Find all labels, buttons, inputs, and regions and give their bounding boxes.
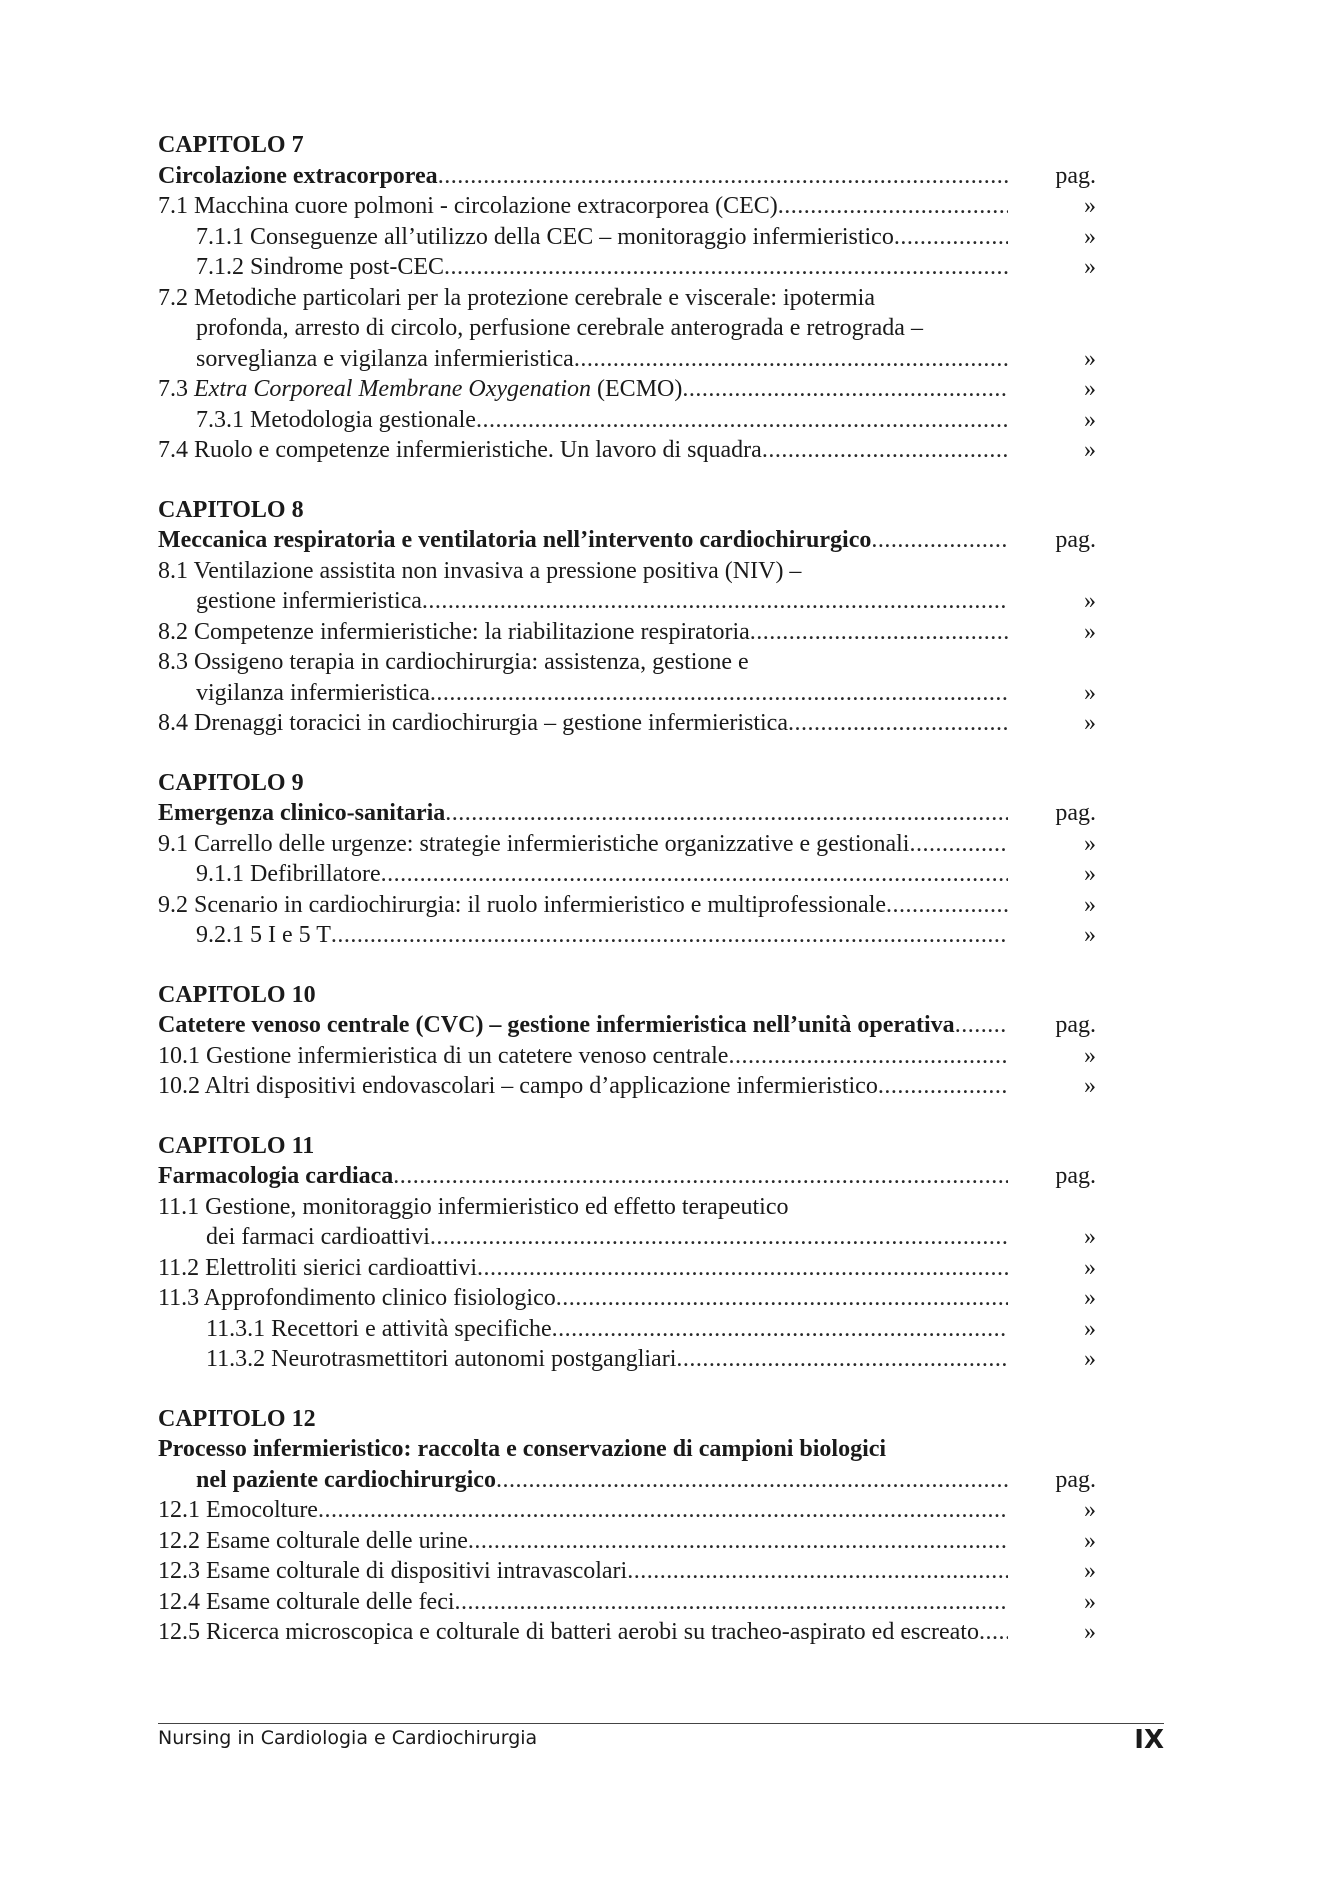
dot-leader (750, 617, 1008, 648)
page-ref: » (1084, 1254, 1096, 1281)
toc-entry[interactable] (158, 1071, 1106, 1102)
dot-leader (476, 405, 1008, 436)
toc-entry-text: 8.3 Ossigeno terapia in cardiochirurgia: assistenza, gestione e (158, 649, 749, 675)
chapter-heading: CAPITOLO 9 (158, 769, 304, 796)
toc-entry[interactable] (158, 678, 1106, 709)
chapter-title[interactable] (158, 1434, 1106, 1465)
toc-entry-text: profonda, arresto di circolo, perfusione cerebrale anterograda e retrograda – (196, 315, 923, 341)
page-ref: » (1084, 376, 1096, 402)
chapter-heading: CAPITOLO 12 (158, 1405, 316, 1432)
toc-entry-text: gestione infermieristica (196, 588, 422, 614)
page-ref: pag. (1055, 162, 1096, 189)
toc-entry[interactable] (158, 1344, 1106, 1375)
toc-entry-text: 7.3.1 Metodologia gestionale (196, 406, 476, 433)
chapter-title-text: Emergenza clinico-sanitaria (158, 800, 446, 826)
dot-leader (430, 678, 1008, 709)
toc-entry-text: 8.4 Drenaggi toracici in cardiochirurgia – gestione infermieristica (158, 710, 788, 736)
toc-entry[interactable] (158, 617, 1106, 648)
page-ref: » (1084, 254, 1096, 280)
dot-leader (871, 525, 1008, 556)
toc-entry-text: 7.4 Ruolo e competenze infermieristiche. Un lavoro di squadra (158, 437, 762, 463)
toc-entry-text: 8.2 Competenze infermieristiche: la riabilitazione respiratoria (158, 618, 750, 645)
chapter-title-text: Catetere venoso centrale (CVC) – gestione infermieristica nell’unità operativa (158, 1012, 955, 1038)
footer-page-number: IX (1134, 1725, 1164, 1755)
dot-leader (318, 1495, 1008, 1526)
toc-entry[interactable] (158, 1283, 1106, 1314)
page-ref: » (1084, 830, 1096, 857)
chapter-title[interactable] (158, 1465, 1106, 1496)
page-ref: pag. (1055, 800, 1096, 826)
toc-entry[interactable] (158, 890, 1106, 921)
toc-entry-text: 9.2.1 5 I e 5 T (196, 922, 331, 948)
toc-entry[interactable] (158, 1587, 1106, 1618)
dot-leader (979, 1617, 1008, 1648)
chapter-title-text: Meccanica respiratoria e ventilatoria nell’intervento cardiochirurgico (158, 527, 872, 553)
page-ref: pag. (1055, 1163, 1096, 1189)
toc-entry-text-part: 7.3 (158, 376, 194, 402)
toc-entry-text: 10.2 Altri dispositivi endovascolari – campo d’applicazione infermieristico (158, 1073, 878, 1099)
page-ref: » (1084, 618, 1096, 645)
toc-entry-text (158, 374, 682, 405)
toc-entry-text: 12.3 Esame colturale di dispositivi intravascolari (158, 1558, 628, 1584)
chapter-heading: CAPITOLO 7 (158, 132, 304, 158)
dot-leader (955, 1010, 1008, 1041)
chapter-title[interactable] (158, 1010, 1106, 1041)
toc-entry[interactable] (158, 435, 1106, 466)
dot-leader (552, 1314, 1008, 1345)
toc-entry-text: 12.2 Esame colturale delle urine (158, 1527, 468, 1554)
page-ref: » (1084, 861, 1096, 887)
dot-leader (682, 374, 1008, 405)
dot-leader (762, 435, 1008, 466)
toc-entry[interactable] (158, 222, 1106, 253)
chapter-section (158, 1131, 1106, 1375)
page-ref: pag. (1055, 1466, 1096, 1493)
dot-leader (728, 1041, 1008, 1072)
toc-entry[interactable] (158, 252, 1106, 283)
page-ref: » (1084, 710, 1096, 736)
page-ref: » (1084, 1527, 1096, 1554)
toc-entry[interactable] (158, 1617, 1106, 1648)
toc-entry[interactable] (158, 647, 1106, 678)
dot-leader (496, 1465, 1008, 1496)
toc-entry[interactable] (158, 1222, 1106, 1253)
page-ref: » (1084, 1558, 1096, 1584)
page-ref: pag. (1055, 1012, 1096, 1038)
page-ref: » (1084, 588, 1096, 614)
toc-entry[interactable] (158, 313, 1106, 344)
footer-divider (158, 1723, 1164, 1724)
page-ref: » (1084, 345, 1096, 372)
dot-leader (909, 829, 1008, 860)
page-ref: » (1084, 1224, 1096, 1250)
dot-leader (430, 1222, 1008, 1253)
page-ref: » (1084, 1346, 1096, 1372)
page-ref: » (1084, 679, 1096, 706)
page-ref: » (1084, 406, 1096, 433)
chapter-section (158, 768, 1106, 951)
dot-leader (477, 1253, 1008, 1284)
toc-entry[interactable] (158, 1556, 1106, 1587)
chapter-title-text: Farmacologia cardiaca (158, 1163, 394, 1189)
toc-entry[interactable] (158, 344, 1106, 375)
toc-entry[interactable] (158, 1314, 1106, 1345)
dot-leader (574, 344, 1008, 375)
dot-leader (445, 798, 1008, 829)
page-ref: » (1084, 1073, 1096, 1099)
dot-leader (676, 1344, 1008, 1375)
page-ref: » (1084, 1042, 1096, 1069)
chapter-section (158, 495, 1106, 739)
page-ref: » (1084, 1588, 1096, 1615)
dot-leader (381, 859, 1008, 890)
page-ref: » (1084, 1315, 1096, 1342)
toc-entry-text: 12.4 Esame colturale delle feci (158, 1588, 455, 1615)
dot-leader (556, 1283, 1008, 1314)
dot-leader (894, 222, 1008, 253)
toc-entry-text: 12.5 Ricerca microscopica e colturale di batteri aerobi su tracheo-aspirato ed escreato (158, 1619, 979, 1645)
toc-entry-text: 9.2 Scenario in cardiochirurgia: il ruolo infermieristico e multiprofessionale (158, 891, 887, 918)
toc-entry[interactable] (158, 556, 1106, 587)
toc-entry-text: 7.1.1 Conseguenze all’utilizzo della CEC – monitoraggio infermieristico (196, 223, 894, 250)
chapter-section (158, 1404, 1106, 1648)
toc-entry-text-italic: Extra Corporeal Membrane Oxygenation (194, 376, 592, 402)
toc-entry-text: 9.1 Carrello delle urgenze: strategie infermieristiche organizzative e gestionali (158, 830, 910, 857)
dot-leader (422, 586, 1008, 617)
page-ref: » (1084, 1497, 1096, 1523)
dot-leader (331, 920, 1008, 951)
toc-entry-text: 7.1.2 Sindrome post-CEC (196, 254, 445, 280)
table-of-contents (158, 130, 1106, 1677)
toc-entry-text: 9.1.1 Defibrillatore (196, 861, 381, 887)
toc-entry-text: 11.3.2 Neurotrasmettitori autonomi postgangliari (206, 1346, 677, 1372)
chapter-title[interactable] (158, 1161, 1106, 1192)
chapter-title[interactable] (158, 161, 1106, 192)
toc-entry-text: 12.1 Emocolture (158, 1497, 318, 1523)
toc-entry-text: 10.1 Gestione infermieristica di un catetere venoso centrale (158, 1042, 729, 1069)
dot-leader (778, 191, 1008, 222)
page-ref: » (1084, 437, 1096, 463)
toc-entry[interactable] (158, 586, 1106, 617)
page-ref: » (1084, 922, 1096, 948)
toc-entry-text: vigilanza infermieristica (196, 679, 430, 706)
chapter-heading: CAPITOLO 8 (158, 496, 304, 523)
dot-leader (788, 708, 1008, 739)
toc-entry[interactable] (158, 1253, 1106, 1284)
chapter-title[interactable] (158, 798, 1106, 829)
chapter-title-text: nel paziente cardiochirurgico (196, 1466, 496, 1493)
dot-leader (455, 1587, 1008, 1618)
toc-entry[interactable] (158, 374, 1106, 405)
page-ref: » (1084, 193, 1096, 219)
toc-entry-text: dei farmaci cardioattivi (206, 1224, 430, 1250)
chapter-heading: CAPITOLO 11 (158, 1132, 315, 1159)
page-ref: pag. (1055, 527, 1096, 553)
toc-entry-text: 7.2 Metodiche particolari per la protezione cerebrale e viscerale: ipotermia (158, 284, 875, 311)
toc-entry-text: 7.1 Macchina cuore polmoni - circolazione extracorporea (CEC) (158, 193, 778, 219)
toc-entry[interactable] (158, 1526, 1106, 1557)
dot-leader (878, 1071, 1008, 1102)
chapter-title-text: Circolazione extracorporea (158, 162, 438, 189)
page-ref: » (1084, 1285, 1096, 1311)
page-ref: » (1084, 1619, 1096, 1645)
toc-entry-text-part: (ECMO) (591, 376, 683, 402)
toc-entry-text: 11.1 Gestione, monitoraggio infermieristico ed effetto terapeutico (158, 1193, 789, 1220)
page-ref: » (1084, 223, 1096, 250)
chapter-title-text: Processo infermieristico: raccolta e conservazione di campioni biologici (158, 1436, 887, 1462)
dot-leader (438, 161, 1008, 192)
dot-leader (468, 1526, 1008, 1557)
dot-leader (886, 890, 1008, 921)
footer-book-title: Nursing in Cardiologia e Cardiochirurgia (158, 1727, 538, 1749)
toc-entry-text: 8.1 Ventilazione assistita non invasiva a pressione positiva (NIV) – (158, 557, 802, 584)
toc-entry[interactable] (158, 191, 1106, 222)
dot-leader (393, 1161, 1008, 1192)
toc-entry[interactable] (158, 1495, 1106, 1526)
toc-entry-text: 11.3 Approfondimento clinico fisiologico (158, 1285, 556, 1311)
toc-entry[interactable] (158, 1192, 1106, 1223)
chapter-heading: CAPITOLO 10 (158, 981, 316, 1008)
chapter-section (158, 130, 1106, 466)
dot-leader (627, 1556, 1008, 1587)
toc-entry[interactable] (158, 1041, 1106, 1072)
toc-entry[interactable] (158, 708, 1106, 739)
chapter-section (158, 980, 1106, 1102)
toc-entry-text: sorveglianza e vigilanza infermieristica (196, 345, 574, 372)
toc-entry-text: 11.3.1 Recettori e attività specifiche (206, 1315, 552, 1342)
page-ref: » (1084, 891, 1096, 918)
toc-entry[interactable] (158, 405, 1106, 436)
dot-leader (444, 252, 1008, 283)
toc-entry[interactable] (158, 829, 1106, 860)
toc-entry[interactable] (158, 920, 1106, 951)
toc-entry[interactable] (158, 859, 1106, 890)
toc-entry[interactable] (158, 283, 1106, 314)
toc-entry-text: 11.2 Elettroliti sierici cardioattivi (158, 1254, 478, 1281)
chapter-title[interactable] (158, 525, 1106, 556)
